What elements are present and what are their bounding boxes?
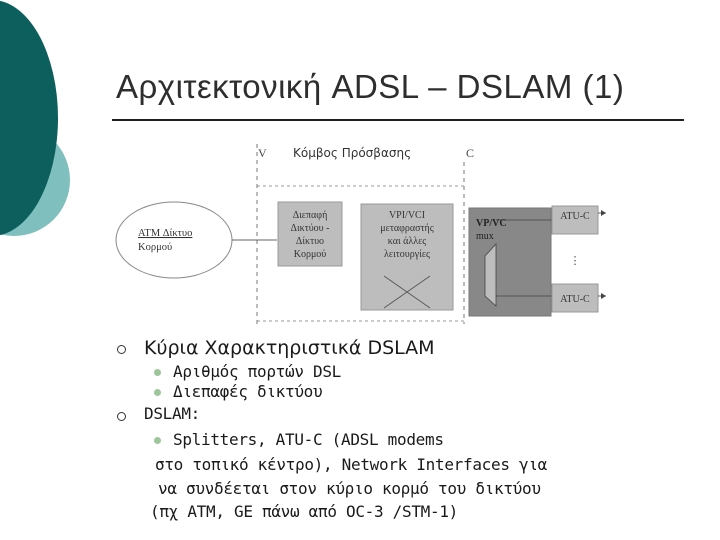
bullet-main-features: Κύρια Χαρακτηριστικά DSLAM [144, 337, 435, 359]
node-caption: Κόμβος Πρόσβασης [293, 146, 412, 160]
box2-line3: και άλλες [387, 236, 427, 247]
continuation-line-3: (πχ ATM, GE πάνω από OC-3 /STM-1) [150, 502, 458, 521]
sub-item-network-interfaces: Διεπαφές δικτύου [173, 382, 323, 401]
box3-line2: mux [476, 231, 494, 242]
title-divider [112, 119, 684, 121]
atu-bottom-arrowhead [601, 293, 606, 299]
box1-line2: Δικτύου - [290, 223, 330, 234]
decorative-teal-shapes [0, 0, 90, 300]
continuation-line-1: στο τοπικό κέντρο), Network Interfaces για [155, 455, 547, 474]
atu-c-top-label: ATU-C [560, 211, 590, 222]
atm-label-line1: ATM Δίκτυο [138, 228, 193, 239]
label-v: V [258, 146, 267, 160]
sub-bullet-dot-2 [154, 389, 161, 396]
box1-line1: Διεπαφή [292, 210, 328, 221]
bullet-ring-1 [117, 345, 126, 354]
bullet-ring-2 [117, 412, 126, 421]
atu-c-bottom-label: ATU-C [560, 294, 590, 305]
label-c: C [466, 146, 475, 160]
bullet-dslam: DSLAM: [144, 404, 200, 423]
atu-top-arrowhead [601, 210, 606, 216]
box2-line4: λειτουργίες [384, 249, 430, 260]
atm-label-line2: Κορμού [138, 242, 173, 253]
continuation-line-2: να συνδέεται στον κύριο κορμό του δικτύου [158, 479, 541, 498]
sub-bullet-dot-3 [154, 437, 161, 444]
slide-title: Αρχιτεκτονική ADSL – DSLAM (1) [116, 68, 625, 105]
atu-ellipsis: ⋮ [569, 254, 581, 267]
box3-line1: VP/VC [476, 218, 507, 229]
adsl-architecture-diagram [112, 136, 607, 326]
atm-core-ellipse [116, 202, 232, 278]
sub-item-dsl-ports: Αριθμός πορτών DSL [173, 362, 341, 381]
sub-item-splitters: Splitters, ATU-C (ADSL modems [173, 430, 444, 449]
sub-bullet-dot-1 [154, 369, 161, 376]
box2-line2: μεταφραστής [380, 223, 434, 234]
box1-line3: Δίκτυο [295, 236, 325, 247]
box1-line4: Κορμού [293, 249, 327, 260]
box2-line1: VPI/VCI [388, 210, 426, 221]
